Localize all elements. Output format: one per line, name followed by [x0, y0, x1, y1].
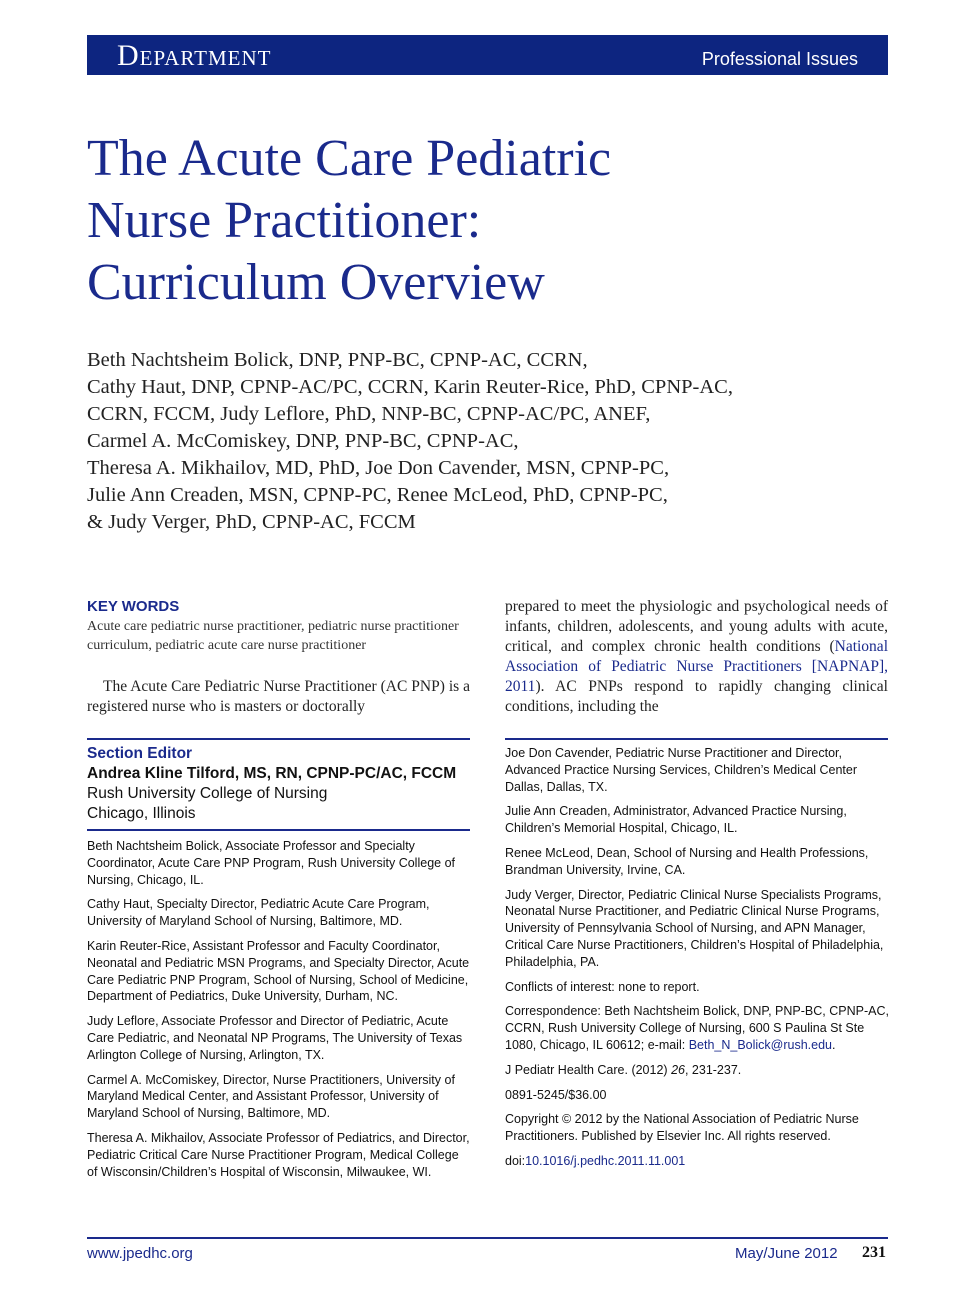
author-line: & Judy Verger, PhD, CPNP-AC, FCCM [87, 511, 416, 533]
correspondence-end: . [832, 1037, 836, 1052]
affiliation: Cathy Haut, Specialty Director, Pediatric Acute Care Program, University of Maryland School of Nursing, Baltimore, MD. [87, 897, 430, 929]
title-line: The Acute Care Pediatric [87, 130, 612, 187]
affiliation: Joe Don Cavender, Pediatric Nurse Practitioner and Director, Advanced Practice Nursing Services, Children’s Medical Center Dallas, Dallas, TX. [505, 746, 858, 794]
divider [87, 738, 470, 740]
intro-paragraph: The Acute Care Pediatric Nurse Practitioner (AC PNP) is a registered nurse who is masters or doctorally [87, 678, 470, 715]
article-title [87, 128, 887, 314]
citation-journal: J Pediatr Health Care. (2012) [505, 1062, 672, 1077]
doi-label: doi: [505, 1153, 526, 1168]
journal-url-link[interactable]: www.jpedhc.org [87, 1245, 193, 1262]
citation-volume: 26 [671, 1062, 685, 1077]
issn: 0891-5245/$36.00 [505, 1087, 607, 1102]
page-number: 231 [862, 1244, 886, 1261]
issue-date: May/June 2012 [735, 1245, 838, 1262]
section-editor-label: Section Editor [87, 745, 193, 762]
department-header-bar [87, 35, 888, 75]
divider [505, 738, 888, 740]
section-label: Department [117, 39, 272, 72]
author-line: CCRN, FCCM, Judy Leflore, PhD, NNP-BC, CPNP-AC/PC, ANEF, [87, 403, 651, 425]
affiliation: Karin Reuter-Rice, Assistant Professor and Faculty Coordinator, Neonatal and Pediatric MSN Programs, and Specialty Director, Acute Care Pediatric PNP Program, School of Nursing, School of Medicine, Department of Pediatrics, Duke University, Durham, NC. [87, 938, 470, 1004]
body-text-right [505, 597, 888, 717]
author-line: Theresa A. Mikhailov, MD, PhD, Joe Don Cavender, MSN, CPNP-PC, [87, 457, 670, 479]
doi-link[interactable]: 10.1016/j.pedhc.2011.11.001 [525, 1153, 686, 1168]
journal-citation [505, 1062, 890, 1079]
affiliation: Beth Nachtsheim Bolick, Associate Professor and Specialty Coordinator, Acute Care PNP Program, Rush University College of Nursing, Chicago, IL. [87, 839, 455, 887]
keywords-heading: KEY WORDS [87, 598, 180, 615]
author-line: Carmel A. McComiskey, DNP, PNP-BC, CPNP-AC, [87, 430, 519, 452]
conflicts-statement: Conflicts of interest: none to report. [505, 979, 700, 994]
author-line: Beth Nachtsheim Bolick, DNP, PNP-BC, CPNP-AC, CCRN, [87, 349, 588, 371]
author-line: Julie Ann Creaden, MSN, CPNP-PC, Renee McLeod, PhD, CPNP-PC, [87, 484, 668, 506]
affiliation: Carmel A. McComiskey, Director, Nurse Practitioners, University of Maryland Medical Center, and Assistant Professor, University of Maryland School of Nursing, Baltimore, MD. [87, 1072, 455, 1121]
body-text: ). AC PNPs respond to rapidly changing clinical conditions, including the [505, 678, 888, 715]
author-list [87, 347, 887, 536]
divider [87, 829, 470, 831]
author-line: Cathy Haut, DNP, CPNP-AC/PC, CCRN, Karin Reuter-Rice, PhD, CPNP-AC, [87, 376, 733, 398]
affiliations-right [505, 745, 890, 1178]
affiliation: Theresa A. Mikhailov, Associate Professor of Pediatrics, and Director, Pediatric Critical Care Nurse Practitioner Program, Medical College of Wisconsin/Children’s Hospital of Wisconsin, Milwaukee, WI. [87, 1130, 470, 1179]
affiliation: Judy Verger, Director, Pediatric Clinical Nurse Specialists Programs, Neonatal Nurse Practitioner, and Pediatric Clinical Nurse Programs, University of Pennsylvania School of Nursing, and APN Manager, Critical Care Nurse Practitioners, Children’s Hospital of Philadelphia, Philadelphia, PA. [505, 887, 884, 969]
category-label: Professional Issues [701, 49, 858, 69]
citation-pages: , 231-237. [684, 1062, 742, 1077]
body-text: prepared to meet the physiologic and psychological needs of infants, children, adolescents, and young adults with acute, critical, and complex chronic health conditions ( [505, 598, 888, 655]
body-text-left [87, 677, 470, 717]
title-line: Curriculum Overview [87, 254, 545, 311]
email-link[interactable]: Beth_N_Bolick@rush.edu [688, 1037, 833, 1052]
affiliation: Julie Ann Creaden, Administrator, Advanced Practice Nursing, Children’s Memorial Hospital, Chicago, IL. [505, 804, 847, 836]
copyright: Copyright © 2012 by the National Association of Pediatric Nurse Practitioners. Published by Elsevier Inc. All rights reserved. [505, 1112, 859, 1144]
keywords-text: Acute care pediatric nurse practitioner, pediatric nurse practitioner curriculum, pediatric acute care nurse practitioner [87, 619, 459, 653]
doi [505, 1153, 890, 1170]
section-editor-institution: Rush University College of Nursing [87, 785, 328, 802]
section-editor-name: Andrea Kline Tilford, MS, RN, CPNP-PC/AC, FCCM [87, 765, 457, 782]
napnap-citation-link[interactable]: National Association of Pediatric Nurse Practitioners [NAPNAP], 2011 [505, 638, 888, 695]
title-line: Nurse Practitioner: [87, 192, 482, 249]
section-editor-city: Chicago, Illinois [87, 805, 196, 822]
affiliation: Renee McLeod, Dean, School of Nursing and Health Professions, Brandman University, Irvine, CA. [505, 845, 869, 877]
correspondence [505, 1003, 890, 1053]
footer-rule [87, 1237, 888, 1239]
correspondence-text: Correspondence: Beth Nachtsheim Bolick, DNP, PNP-BC, CPNP-AC, CCRN, Rush University College of Nursing, 600 S Paulina St Ste 1080, Chicago, IL 60612; e-mail: [505, 1004, 889, 1052]
affiliation: Judy Leflore, Associate Professor and Director of Pediatric, Acute Care Pediatric, and Neonatal NP Programs, The University of Texas Arlington College of Nursing, Arlington, TX. [87, 1014, 463, 1062]
affiliations-left [87, 838, 472, 1188]
